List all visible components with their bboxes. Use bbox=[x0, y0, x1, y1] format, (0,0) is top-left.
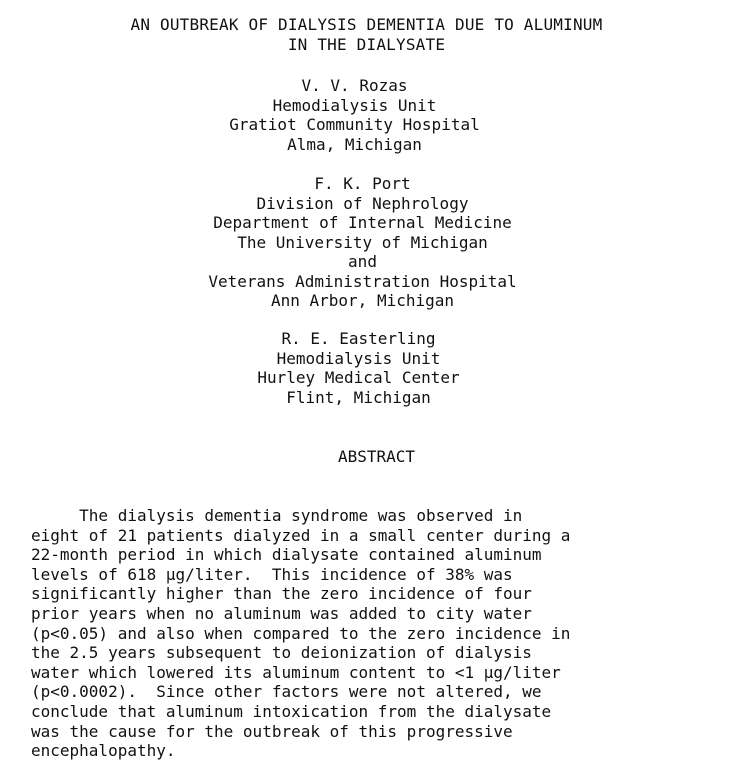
author-affiliation-line: The University of Michigan bbox=[237, 232, 488, 252]
author-affiliation-line: Department of Internal Medicine bbox=[213, 213, 512, 232]
author-name: R. E. Easterling bbox=[281, 329, 436, 348]
author-affiliation-line: Hurley Medical Center bbox=[257, 368, 460, 387]
author-block-port bbox=[0, 174, 729, 311]
author-location: Alma, Michigan bbox=[287, 134, 422, 154]
abstract-body bbox=[31, 506, 721, 761]
author-name: V. V. Rozas bbox=[301, 76, 408, 95]
author-block-easterling bbox=[0, 329, 725, 407]
abstract-line: the 2.5 years subsequent to deionization of dialysis bbox=[31, 643, 532, 663]
abstract-line: significantly higher than the zero incidence of four bbox=[31, 584, 532, 604]
abstract-line: 22-month period in which dialysate contained aluminum bbox=[31, 545, 542, 565]
abstract-line: water which lowered its aluminum content to <1 µg/liter bbox=[31, 662, 561, 682]
abstract-line: eight of 21 patients dialyzed in a small center during a bbox=[31, 525, 571, 545]
abstract-heading: ABSTRACT bbox=[337, 447, 416, 466]
author-affiliation-line: Veterans Administration Hospital bbox=[208, 271, 517, 291]
author-name: F. K. Port bbox=[314, 174, 411, 193]
abstract-line: The dialysis dementia syndrome was observed in bbox=[31, 506, 523, 525]
paper-title bbox=[0, 15, 733, 55]
abstract-line: levels of 618 µg/liter. This incidence of 38% was bbox=[31, 564, 513, 584]
abstract-line: prior years when no aluminum was added to city water bbox=[31, 603, 532, 623]
author-affiliation-line: Hemodialysis Unit bbox=[272, 95, 437, 115]
author-affiliation-conjunction: and bbox=[348, 252, 377, 271]
abstract-line: encephalopathy. bbox=[31, 741, 176, 761]
abstract-line: (p<0.05) and also when compared to the zero incidence in bbox=[31, 623, 571, 643]
author-affiliation-line: Division of Nephrology bbox=[256, 193, 469, 213]
title-line-1: AN OUTBREAK OF DIALYSIS DEMENTIA DUE TO ALUMINUM bbox=[130, 15, 603, 34]
author-block-rozas bbox=[0, 76, 721, 154]
abstract-line: conclude that aluminum intoxication from the dialysate bbox=[31, 701, 552, 721]
title-line-2: IN THE DIALYSATE bbox=[287, 35, 446, 54]
author-affiliation-line: Hemodialysis Unit bbox=[276, 348, 441, 368]
author-affiliation-line: Gratiot Community Hospital bbox=[229, 115, 480, 134]
abstract-line: (p<0.0002). Since other factors were not altered, we bbox=[31, 682, 542, 702]
abstract-line: was the cause for the outbreak of this progressive bbox=[31, 721, 513, 741]
author-location: Ann Arbor, Michigan bbox=[270, 291, 455, 310]
author-location: Flint, Michigan bbox=[286, 387, 431, 407]
